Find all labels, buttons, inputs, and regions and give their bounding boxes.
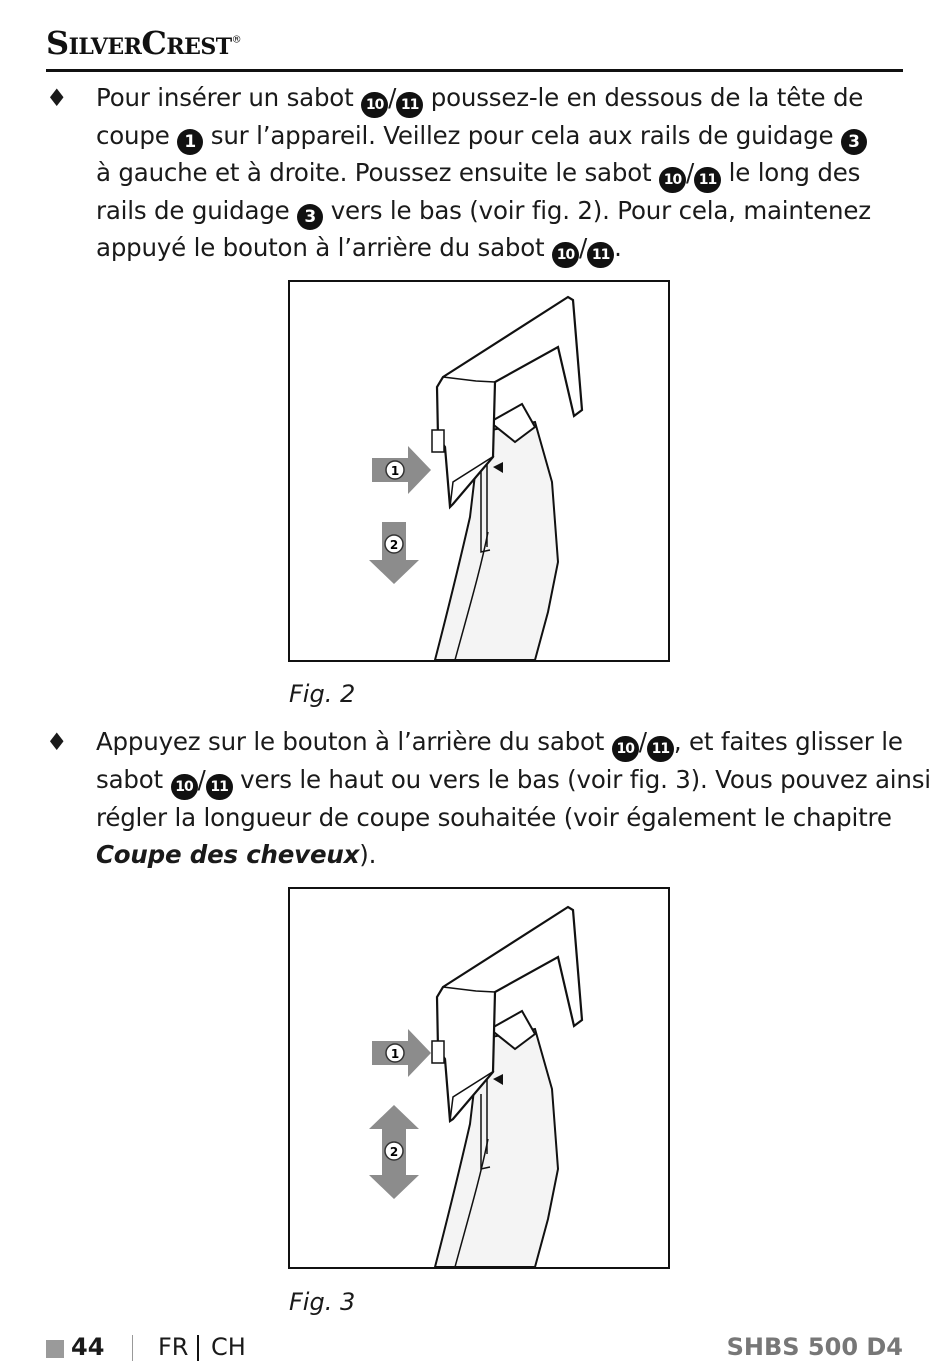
trimmer-drawing	[290, 889, 668, 1267]
instruction-bullet-2	[46, 724, 931, 873]
figure-3-caption: Fig. 3	[289, 1288, 356, 1316]
part-number-badge: 10	[552, 242, 579, 268]
arrow-2-label: 2	[389, 1145, 399, 1159]
header-rule	[46, 69, 903, 72]
part-number-badge: 10	[361, 92, 388, 118]
part-number-badge: 11	[206, 774, 233, 800]
model-number: SHBS 500 D4	[726, 1333, 903, 1361]
language-code: FR	[158, 1333, 189, 1361]
instruction-bullet-1	[46, 80, 906, 268]
page-marker-square-icon	[46, 1340, 64, 1358]
page-number: 44	[71, 1333, 105, 1361]
figure-2-illustration	[288, 280, 670, 662]
chapter-reference: Coupe des cheveux	[96, 839, 360, 869]
instruction-text: Appuyez sur le bouton à l’arrière du sabot 10 / 11 , et faites glisser le sabot 10 / 11 vers le haut ou vers le bas (voir fig. 3). Vous pouvez ainsi régler la longueur de coupe souhaitée (voir également le chapitre Coupe des cheveux).	[96, 727, 931, 869]
brand-logo: SilverCrest®	[46, 24, 242, 62]
footer-divider	[197, 1335, 199, 1361]
part-number-badge: 10	[659, 167, 686, 193]
part-number-badge: 10	[612, 736, 639, 762]
part-number-badge: 3	[297, 204, 323, 230]
arrow-1-label: 1	[390, 464, 400, 478]
part-number-badge: 3	[841, 129, 867, 155]
part-number-badge: 10	[171, 774, 198, 800]
part-number-badge: 11	[694, 167, 721, 193]
bullet-diamond-icon: ♦	[46, 728, 68, 756]
part-number-badge: 11	[587, 242, 614, 268]
part-number-badge: 11	[396, 92, 423, 118]
page-footer	[46, 1331, 903, 1365]
country-code: CH	[211, 1333, 246, 1361]
part-number-badge: 11	[647, 736, 674, 762]
figure-2-caption: Fig. 2	[289, 680, 356, 708]
trimmer-drawing	[290, 282, 668, 660]
arrow-2-label: 2	[389, 538, 399, 552]
figure-3-illustration	[288, 887, 670, 1269]
instruction-text: Pour insérer un sabot 10 / 11 poussez-le en dessous de la tête de coupe 1 sur l’appareil. Veillez pour cela aux rails de guidage 3 à gauche et à droite. Poussez ensuite le sabot 10 / 11 le long des rails de guidage 3 vers le bas (voir fig. 2). Pour cela, maintenez appuyé le bouton à l’arrière du sabot 10 / 11 .	[96, 80, 906, 268]
part-number-badge: 1	[177, 129, 203, 155]
bullet-diamond-icon: ♦	[46, 84, 68, 112]
footer-divider	[132, 1335, 133, 1361]
arrow-1-label: 1	[390, 1047, 400, 1061]
